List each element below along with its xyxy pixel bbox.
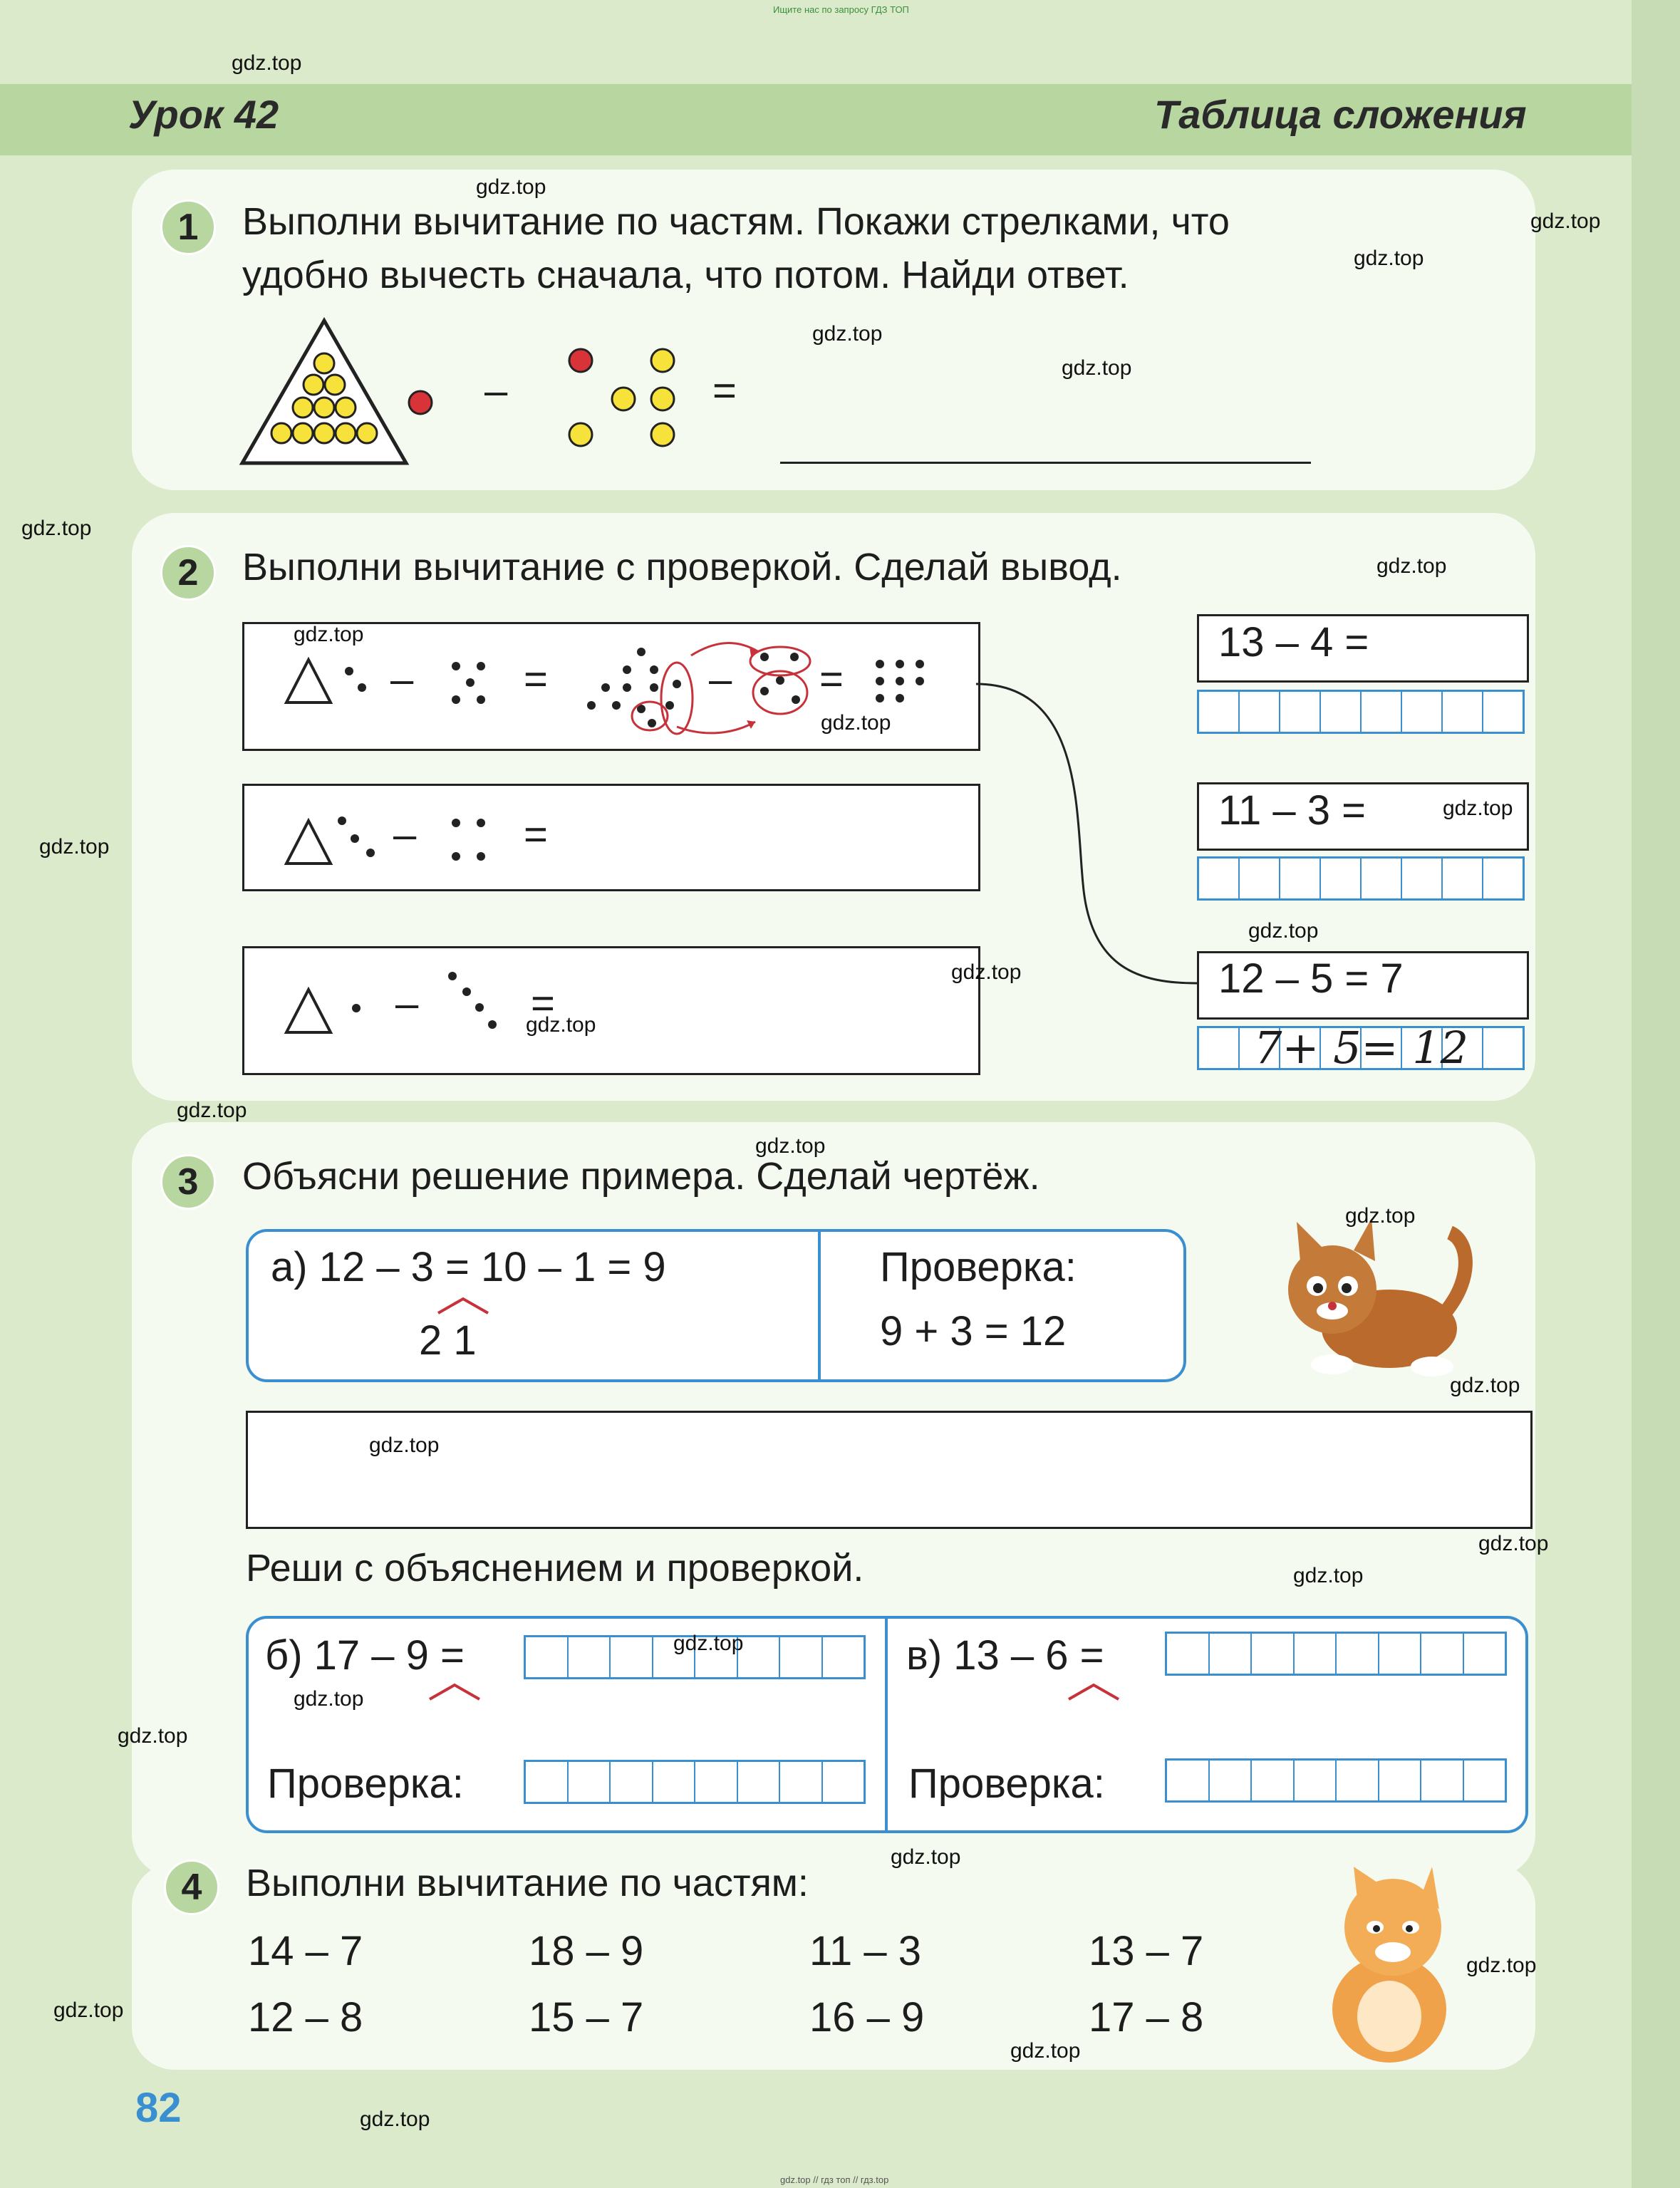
watermark: gdz.top — [1010, 2039, 1081, 2063]
watermark: gdz.top — [1293, 1564, 1364, 1587]
task2-dots-a2 — [335, 814, 392, 871]
watermark: gdz.top — [1062, 356, 1132, 380]
watermark: gdz.top — [360, 2107, 430, 2131]
task1-equals: = — [712, 368, 737, 414]
page-edge — [1632, 0, 1680, 2188]
topic-title: Таблица сложения — [1154, 92, 1527, 137]
task1-red-dot — [403, 385, 438, 420]
task2-dots-b3 — [445, 969, 502, 1040]
task3-check-b-label: Проверка: — [267, 1761, 464, 1807]
task2-red-arrows — [663, 638, 777, 737]
watermark: gdz.top — [21, 517, 92, 540]
watermark: gdz.top — [39, 835, 110, 859]
watermark: gdz.top — [1345, 1204, 1416, 1228]
watermark: gdz.top — [1466, 1954, 1537, 1977]
task3-check-v-cells[interactable] — [1165, 1758, 1507, 1803]
task2-expr3: 12 – 5 = 7 — [1218, 955, 1404, 1002]
watermark: gdz.top — [673, 1632, 744, 1655]
task3-check-v-label: Проверка: — [908, 1761, 1105, 1807]
task4-ex-1-1: 14 – 7 — [248, 1928, 363, 1974]
task2-check1-cells[interactable] — [1197, 690, 1525, 734]
footer: gdz.top // гдз топ // гдз.top — [780, 2174, 889, 2185]
task2-check3-handwriting: 7+ 5= 12 — [1254, 1022, 1469, 1074]
task1-line2: удобно вычесть сначала, что потом. Найди ответ. — [242, 254, 1129, 296]
watermark: gdz.top — [369, 1433, 440, 1457]
task4-ex-1-2: 18 – 9 — [529, 1928, 644, 1974]
task4-ex-2-2: 15 – 7 — [529, 1994, 644, 2041]
task2-connector-line — [976, 670, 1204, 997]
task2-dots-a1 — [341, 663, 376, 712]
task2-r1-equals2: = — [819, 656, 844, 702]
task3-title: Объясни решение примера. Сделай чертёж. — [242, 1155, 1040, 1198]
watermark: gdz.top — [476, 175, 546, 199]
task4-ex-2-3: 16 – 9 — [809, 1994, 925, 2041]
task2-triangle-3 — [284, 987, 333, 1035]
watermark: gdz.top — [1443, 797, 1513, 820]
watermark: gdz.top — [232, 51, 302, 75]
watermark: gdz.top — [294, 1687, 364, 1711]
task1-line1: Выполни вычитание по частям. Покажи стрелками, что — [242, 200, 1230, 243]
watermark: gdz.top — [118, 1724, 188, 1748]
task2-dots-b2 — [442, 812, 499, 869]
task1-number: 1 — [160, 199, 216, 255]
task3-divider — [818, 1229, 821, 1382]
top-note: Ищите нас по запросу ГДЗ ТОП — [773, 4, 909, 15]
task4-ex-2-4: 17 – 8 — [1089, 1994, 1204, 2041]
task2-check2-cells[interactable] — [1197, 856, 1525, 901]
task2-triangle-1 — [284, 657, 333, 705]
task3-v: в) 13 – 6 = — [906, 1632, 1104, 1679]
task4-title: Выполни вычитание по частям: — [246, 1862, 809, 1904]
task4-ex-1-4: 13 – 7 — [1089, 1928, 1204, 1974]
task1-subtrahend-dots — [559, 341, 688, 455]
task2-r1-equals: = — [524, 656, 548, 702]
task2-r2-equals: = — [524, 812, 548, 858]
task2-expr1: 13 – 4 = — [1218, 619, 1369, 665]
watermark: gdz.top — [821, 711, 891, 735]
task3-solve-divider — [885, 1616, 888, 1833]
watermark: gdz.top — [1248, 919, 1319, 943]
watermark: gdz.top — [755, 1134, 826, 1158]
cat-illustration-1 — [1268, 1211, 1482, 1396]
cat-illustration-2 — [1318, 1867, 1461, 2066]
task2-triangle-2 — [284, 818, 333, 866]
watermark: gdz.top — [294, 623, 364, 646]
task1-minus: – — [484, 368, 508, 414]
task2-r2-minus: – — [393, 812, 417, 858]
task2-dots-e1 — [873, 655, 930, 705]
task3-b-split-mark — [426, 1681, 483, 1703]
task1-answer-line[interactable] — [780, 462, 1311, 464]
watermark: gdz.top — [1450, 1374, 1520, 1397]
watermark: gdz.top — [1530, 209, 1601, 233]
task3-example: а) 12 – 3 = 10 – 1 = 9 — [271, 1244, 666, 1290]
watermark: gdz.top — [951, 960, 1022, 984]
task3-v-split-mark — [1065, 1681, 1122, 1703]
watermark: gdz.top — [1376, 554, 1447, 578]
watermark: gdz.top — [177, 1099, 247, 1122]
task3-number: 3 — [160, 1154, 216, 1210]
task4-ex-1-3: 11 – 3 — [809, 1928, 921, 1974]
task2-r1-minus: – — [390, 656, 414, 702]
page-number: 82 — [135, 2085, 182, 2131]
task4-number: 4 — [164, 1860, 219, 1915]
task3-parts: 2 1 — [419, 1317, 477, 1364]
task3-check-label: Проверка: — [880, 1244, 1077, 1290]
lesson-title: Урок 42 — [128, 92, 279, 137]
task2-r3-minus: – — [395, 980, 419, 1027]
task2-dots-b1 — [442, 655, 499, 712]
task2-r1-minus2: – — [709, 656, 732, 702]
task2-dots-a3 — [346, 997, 374, 1019]
task3-check-b-cells[interactable] — [524, 1760, 866, 1804]
watermark: gdz.top — [53, 1998, 124, 2022]
task1-dots-triangle — [235, 313, 420, 470]
task3-solve-title: Реши с объяснением и проверкой. — [246, 1547, 864, 1590]
task2-number: 2 — [160, 545, 216, 601]
task2-r3-equals: = — [531, 980, 555, 1027]
watermark: gdz.top — [1478, 1532, 1549, 1555]
watermark: gdz.top — [526, 1013, 596, 1037]
watermark: gdz.top — [891, 1845, 961, 1869]
task4-ex-2-1: 12 – 8 — [248, 1994, 363, 2041]
task2-expr2: 11 – 3 = — [1218, 787, 1366, 834]
task3-check-expr: 9 + 3 = 12 — [880, 1308, 1067, 1354]
task2-title: Выполни вычитание с проверкой. Сделай вывод. — [242, 546, 1122, 589]
task3-drawing-area[interactable] — [246, 1411, 1533, 1529]
task3-v-cells[interactable] — [1165, 1632, 1507, 1676]
task3-split-mark — [435, 1295, 492, 1317]
watermark: gdz.top — [1354, 247, 1424, 270]
watermark: gdz.top — [812, 322, 883, 346]
task3-b: б) 17 – 9 = — [265, 1632, 465, 1679]
